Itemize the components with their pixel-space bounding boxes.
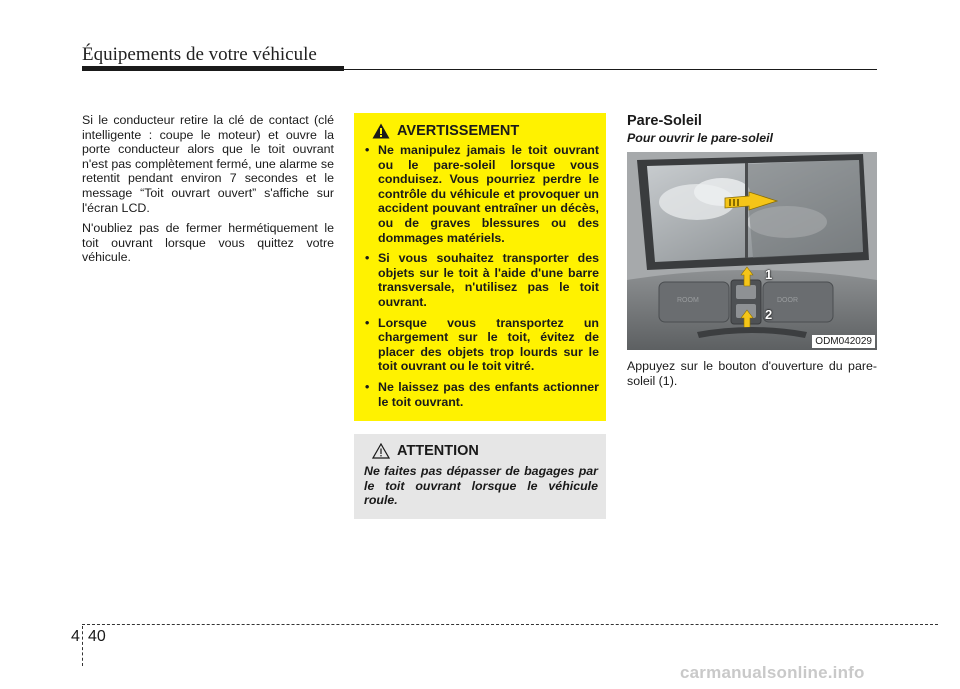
right-column-text: Appuyez sur le bouton d'ouverture du pare-soleil (1). [627,359,877,388]
warning-box [354,113,606,421]
section-title: Pare-Soleil [627,113,702,129]
attention-box [354,434,606,519]
warning-list [364,143,599,409]
warning-item-1: • Ne manipulez jamais le toit ouvrant ou le pare-soleil lorsque vous conduisez. Vous pourriez perdre le contrôle du véhicule et provoquer un accident pouvant entraîner un décès, ou de graves blessures ou des dommages matériels. [364,143,599,245]
warning-item-3: • Lorsque vous transportez un chargement sur le toit, évitez de placer des objets trop lourds sur le toit ouvrant ou le toit vitré. [364,316,599,374]
header-title: Équipements de votre véhicule [82,44,317,65]
footer-rule [82,624,938,625]
caution-triangle-icon [372,443,390,459]
left-paragraph-1: Si le conducteur retire la clé de contact (clé intelligente : coupe le moteur) et ouvre la porte conducteur alors que le toit ouvrant n'est pas complètement fermé, une alarme se retentit pendant environ 7 secondes et le message “Toit ouvrart ouvert” s'affiche sur l'écran LCD. [82,113,334,215]
warning-triangle-icon [372,123,390,139]
left-column [82,113,334,271]
svg-text:DOOR: DOOR [777,297,798,304]
warning-item-2: • Si vous souhaitez transporter des objets sur le toit à l'aide d'une barre transversale, n'utilisez pas le toit ouvrant. [364,251,599,309]
sunshade-illustration [627,152,877,350]
warning-item-4: • Ne laissez pas des enfants actionner le toit ouvrant. [364,380,599,409]
sunshade-figure [627,152,877,350]
warning-heading [372,123,599,139]
svg-text:ROOM: ROOM [677,297,699,304]
left-paragraph-2: N'oubliez pas de fermer hermétiquement le toit ouvrant lorsque vous quittez votre véhicule. [82,221,334,265]
page-number: 40 [88,628,106,645]
watermark: carmanualsonline.info [680,663,865,682]
header-rule-thick [82,66,344,71]
figure-label-1: 1 [765,267,773,282]
attention-heading [372,443,598,459]
footer-vertical-rule [82,626,83,666]
attention-text: Ne faites pas dépasser de bagages par le toit ouvrant lorsque le véhicule roule. [364,464,598,508]
figure-code: ODM042029 [812,335,875,348]
attention-title: ATTENTION [397,443,479,459]
section-subtitle: Pour ouvrir le pare-soleil [627,131,773,145]
header-rule-thin [344,69,877,70]
warning-title: AVERTISSEMENT [397,123,520,139]
figure-label-2: 2 [765,307,773,322]
page-chapter: 4 [71,628,80,645]
